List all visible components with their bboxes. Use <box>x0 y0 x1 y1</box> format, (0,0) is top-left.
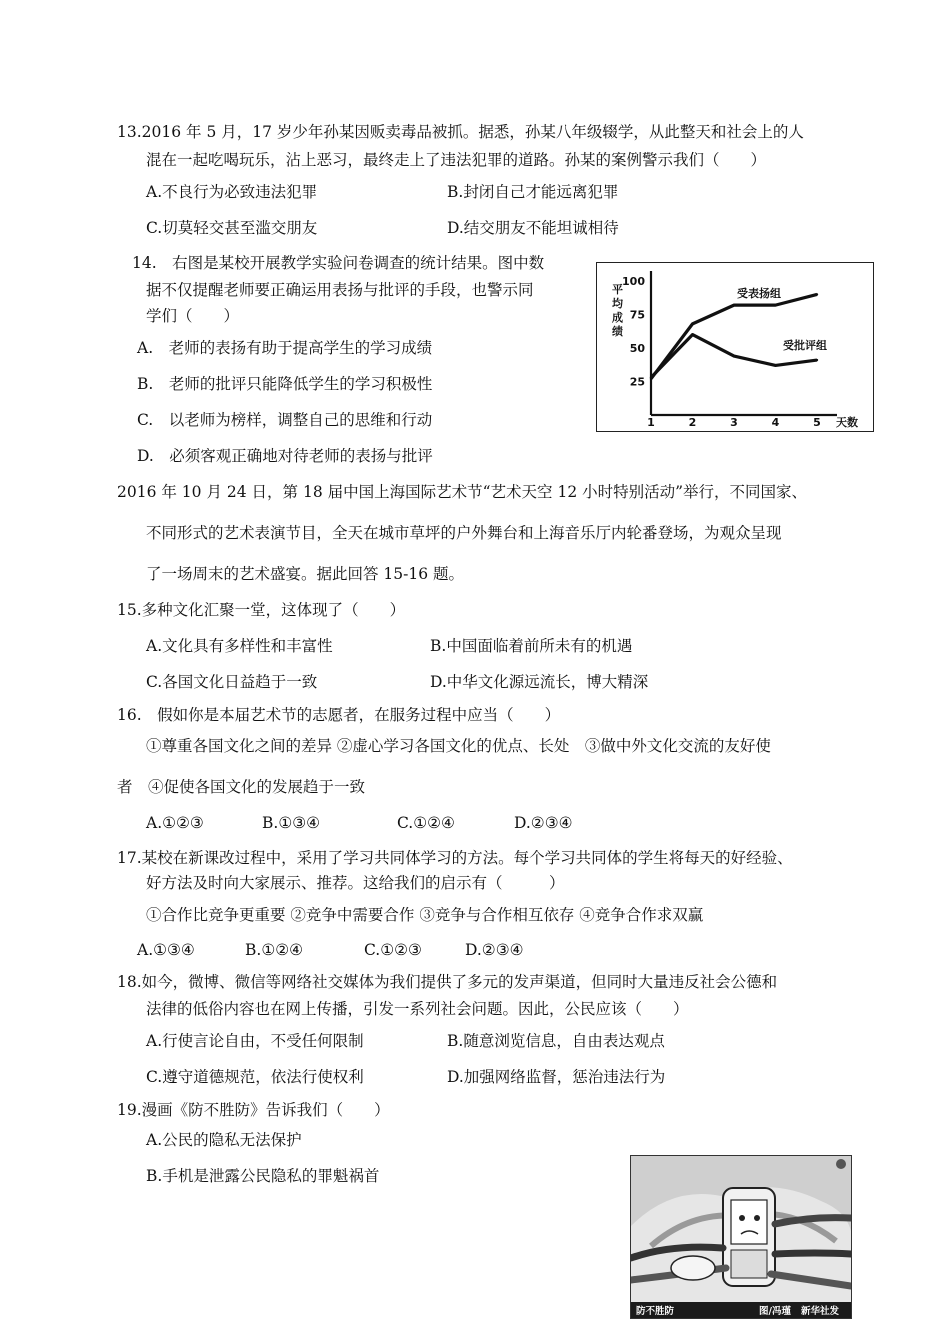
q16-option-d: D.②③④ <box>514 814 573 832</box>
q13-option-b: B.封闭自己才能远离犯罪 <box>447 183 619 201</box>
data-point <box>733 355 735 357</box>
passage-line1: 2016 年 10 月 24 日，第 18 届中国上海国际艺术节“艺术天空 12 小时特别活动”举行，不同国家、 <box>117 483 808 501</box>
data-point <box>691 333 693 335</box>
q15-option-c: C.各国文化日益趋于一致 <box>146 673 318 691</box>
data-point <box>691 323 693 325</box>
q16-statements-line2: 者 ④促使各国文化的发展趋于一致 <box>117 778 366 796</box>
series-line-1 <box>651 294 817 378</box>
cartoon-title: 防不胜防 <box>636 1306 675 1317</box>
q16-option-b: B.①③④ <box>262 814 321 832</box>
y-axis-label-char: 成 <box>612 311 623 324</box>
q15-option-d: D.中华文化源远流长，博大精深 <box>430 673 649 691</box>
q17-option-c: C.①②③ <box>364 941 422 959</box>
passage-line3: 了一场周末的艺术盛宴。据此回答 15-16 题。 <box>146 565 465 583</box>
data-point <box>650 376 652 378</box>
x-tick-label: 3 <box>730 416 738 429</box>
score-line-chart <box>596 262 874 432</box>
q15-option-b: B.中国面临着前所未有的机遇 <box>430 637 633 655</box>
data-point <box>816 293 818 295</box>
data-point <box>774 364 776 366</box>
y-axis-label-char: 绩 <box>612 325 623 338</box>
q14-option-d: D. 必须客观正确地对待老师的表扬与批评 <box>137 447 433 465</box>
q19-option-b: B.手机是泄露公民隐私的罪魁祸首 <box>146 1167 380 1185</box>
series-label-1: 受表扬组 <box>737 287 781 300</box>
q14-option-c: C. 以老师为榜样，调整自己的思维和行动 <box>137 411 433 429</box>
x-axis-label: 天数 <box>836 416 858 429</box>
data-point <box>816 359 818 361</box>
q16-stem: 16. 假如你是本届艺术节的志愿者，在服务过程中应当（ ） <box>117 706 561 724</box>
q17-option-d: D.②③④ <box>465 941 524 959</box>
phone-character <box>723 1188 775 1286</box>
cartoon-image <box>630 1155 852 1319</box>
cartoon-drawing <box>631 1156 851 1302</box>
q16-option-a: A.①②③ <box>146 814 204 832</box>
q14-stem-line3: 学们（ ） <box>146 307 240 325</box>
q14-stem-line1: 14. 右图是某校开展教学实验问卷调查的统计结果。图中数 <box>132 254 545 272</box>
q15-option-a: A.文化具有多样性和丰富性 <box>146 637 333 655</box>
q13-option-c: C.切莫轻交甚至滥交朋友 <box>146 219 318 237</box>
q17-option-a: A.①③④ <box>137 941 195 959</box>
q13-option-d: D.结交朋友不能坦诚相待 <box>447 219 619 237</box>
q18-option-b: B.随意浏览信息，自由表达观点 <box>447 1032 665 1050</box>
q14-option-b: B. 老师的批评只能降低学生的学习积极性 <box>137 375 433 393</box>
q14-option-a: A. 老师的表扬有助于提高学生的学习成绩 <box>137 339 433 357</box>
q14-stem-line2: 据不仅提醒老师要正确运用表扬与批评的手段，也警示同 <box>146 281 534 299</box>
q19-option-a: A.公民的隐私无法保护 <box>146 1131 302 1149</box>
q18-option-d: D.加强网络监督，惩治违法行为 <box>447 1068 666 1086</box>
q16-option-c: C.①②④ <box>397 814 455 832</box>
q13-stem-line2: 混在一起吃喝玩乐，沾上恶习，最终走上了违法犯罪的道路。孙某的案例警示我们（ ） <box>146 151 767 169</box>
x-tick-label: 5 <box>813 416 821 429</box>
cartoon-credit-agency: 新华社发 <box>801 1306 840 1317</box>
x-tick-label: 2 <box>688 416 697 429</box>
y-tick-label: 25 <box>629 375 645 389</box>
q19-stem: 19.漫画《防不胜防》告诉我们（ ） <box>117 1101 390 1119</box>
q17-option-b: B.①②④ <box>245 941 304 959</box>
x-tick-label: 1 <box>647 416 655 429</box>
chart-svg <box>597 263 873 431</box>
q13-option-a: A.不良行为必致违法犯罪 <box>146 183 318 201</box>
cartoon-credit-author: 图/冯瑾 <box>759 1306 791 1317</box>
q15-stem: 15.多种文化汇聚一堂，这体现了（ ） <box>117 601 406 619</box>
q13-stem-line1: 13.2016 年 5 月，17 岁少年孙某因贩卖毒品被抓。据悉，孙某八年级辍学，从此整天和社会上的人 <box>117 123 804 141</box>
series-label-2: 受批评组 <box>783 339 827 352</box>
q17-stem-line2: 好方法及时向大家展示、推荐。这给我们的启示有（ ） <box>146 874 565 892</box>
q18-option-a: A.行使言论自由，不受任何限制 <box>146 1032 364 1050</box>
q18-option-c: C.遵守道德规范，依法行使权利 <box>146 1068 364 1086</box>
q18-stem-line2: 法律的低俗内容也在网上传播，引发一系列社会问题。因此，公民应该（ ） <box>146 1000 689 1018</box>
data-point <box>733 304 735 306</box>
q17-statements: ①合作比竞争更重要 ②竞争中需要合作 ③竞争与合作相互依存 ④竞争合作求双赢 <box>146 906 704 924</box>
q17-stem-line1: 17.某校在新课改过程中，采用了学习共同体学习的方法。每个学习共同体的学生将每天的好经验、 <box>117 849 793 867</box>
passage-line2: 不同形式的艺术表演节目，全天在城市草坪的户外舞台和上海音乐厅内轮番登场，为观众呈现 <box>146 524 782 542</box>
y-axis-label-char: 平 <box>612 283 623 296</box>
data-point <box>774 304 776 306</box>
y-tick-label: 50 <box>629 342 645 355</box>
y-tick-label: 75 <box>629 308 645 322</box>
cartoon-caption-bar <box>631 1302 851 1318</box>
q18-stem-line1: 18.如今，微博、微信等网络社交媒体为我们提供了多元的发声渠道，但同时大量违反社会公德和 <box>117 973 778 991</box>
q16-statements-line1: ①尊重各国文化之间的差异 ②虚心学习各国文化的优点、长处 ③做中外文化交流的友好使 <box>146 737 771 755</box>
y-tick-label: 100 <box>622 275 645 288</box>
x-tick-label: 4 <box>771 416 780 429</box>
y-axis-label-char: 均 <box>612 297 623 310</box>
